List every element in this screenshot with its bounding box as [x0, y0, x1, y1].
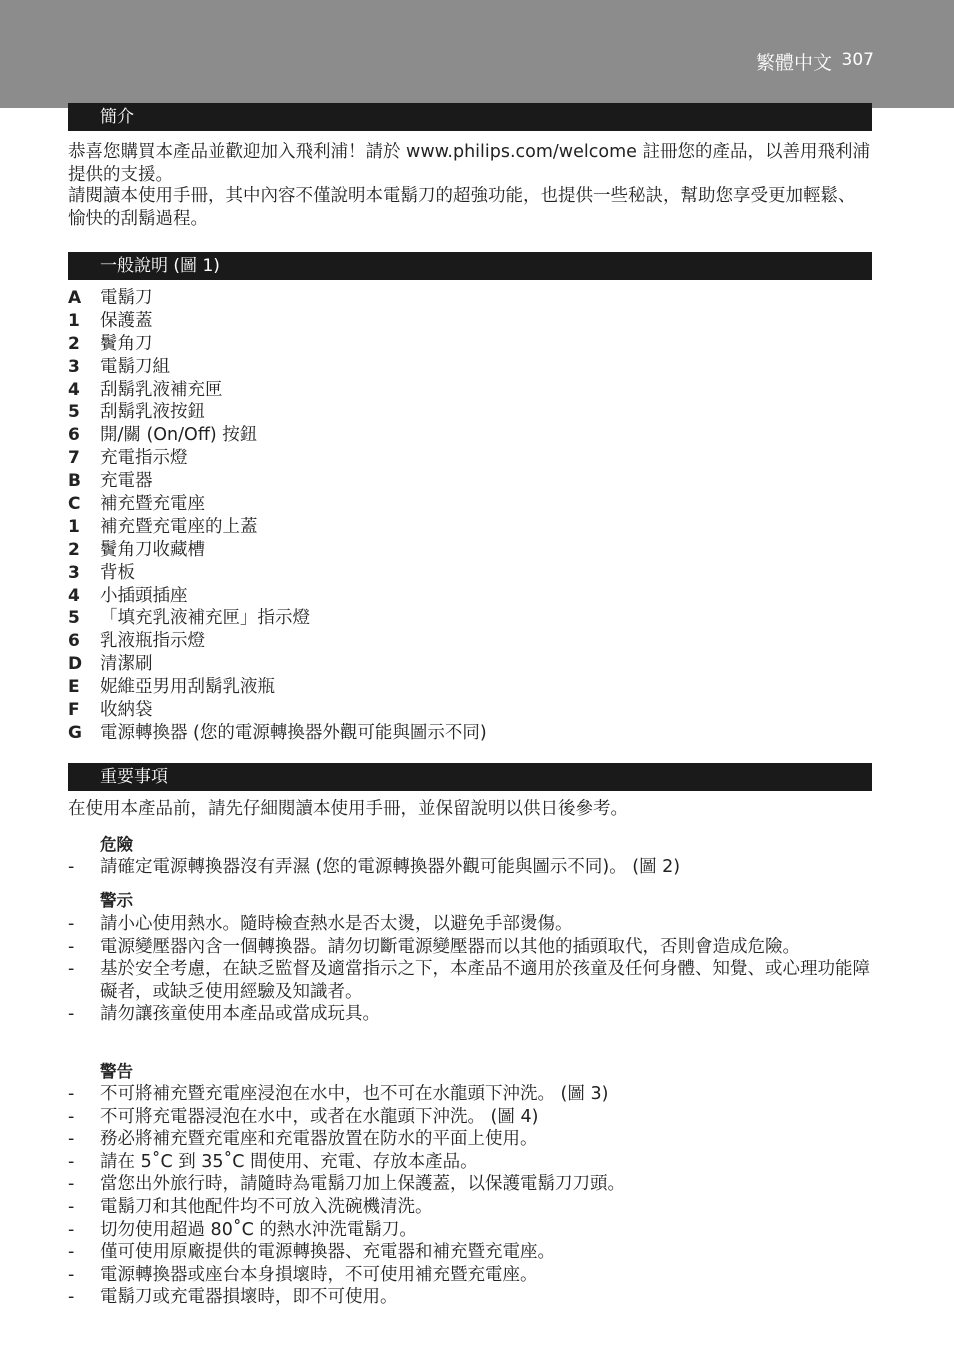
list-item-text: 妮維亞男用刮鬍乳液瓶: [100, 677, 275, 698]
list-item-text: 鬢角刀收藏槽: [100, 539, 205, 560]
bullet-item: [68, 856, 872, 879]
bullet-item: [68, 1106, 872, 1129]
list-item-key: 7: [68, 448, 80, 469]
danger-list: [68, 856, 872, 879]
bullet-text: 當您出外旅行時，請隨時為電鬍刀加上保護蓋，以保護電鬍刀刀頭。: [100, 1174, 625, 1195]
bullet-text: 電鬍刀或充電器損壞時，即不可使用。: [100, 1287, 398, 1308]
list-item-text: 電鬍刀: [100, 288, 153, 308]
bullet-text: 務必將補充暨充電座和充電器放置在防水的平面上使用。: [100, 1129, 538, 1150]
list-item-key: A: [68, 288, 82, 308]
list-item-key: 1: [68, 516, 80, 537]
bullet-text: 不可將充電器浸泡在水中，或者在水龍頭下沖洗。 (圖 4): [100, 1106, 539, 1127]
list-item-text: 開/關 (On/Off) 按鈕: [100, 425, 258, 446]
list-item: [68, 653, 487, 676]
list-item-key: 4: [68, 585, 80, 606]
bullet-item: [68, 1128, 872, 1151]
bullet-item: [68, 1241, 872, 1264]
bullet-text: 請小心使用熱水。隨時檢查熱水是否太燙，以避免手部燙傷。: [100, 914, 573, 934]
list-item-key: 3: [68, 356, 80, 377]
caution-heading: 警告: [100, 1062, 133, 1081]
list-item: [68, 630, 487, 653]
list-item: [68, 424, 487, 447]
bullet-item: [68, 1196, 872, 1219]
bullet-text: 僅可使用原廠提供的電源轉換器、充電器和補充暨充電座。: [100, 1242, 555, 1263]
bullet-dash: -: [68, 857, 75, 877]
list-item: [68, 333, 487, 356]
bullet-dash: -: [68, 1219, 75, 1240]
bullet-dash: -: [68, 1264, 75, 1285]
list-item-text: 充電指示燈: [100, 448, 188, 469]
bullet-text: 切勿使用超過 80˚C 的熱水沖洗電鬍刀。: [100, 1219, 417, 1240]
bullet-item: [68, 936, 872, 959]
bullet-text: 基於安全考慮，在缺乏監督及適當指示之下，本產品不適用於孩童及任何身體、知覺、或心理功能障礙者，或缺乏使用經驗及知識者。: [100, 959, 870, 1002]
bullet-dash: -: [68, 936, 75, 957]
bullet-dash: -: [68, 1106, 75, 1127]
list-item: [68, 676, 487, 699]
bullet-text: 請確定電源轉換器沒有弄濕 (您的電源轉換器外觀可能與圖示不同)。 (圖 2): [100, 857, 681, 877]
bullet-dash: -: [68, 1287, 75, 1308]
list-item: [68, 356, 487, 379]
bullet-text: 電鬍刀和其他配件均不可放入洗碗機清洗。: [100, 1196, 433, 1217]
list-item: [68, 699, 487, 722]
list-item-text: 電源轉換器 (您的電源轉換器外觀可能與圖示不同): [100, 722, 487, 743]
list-item-key: G: [68, 722, 82, 743]
bullet-item: [68, 1083, 872, 1106]
bullet-text: 電源變壓器內含一個轉換器。請勿切斷電源變壓器而以其他的插頭取代，否則會造成危險。: [100, 936, 800, 957]
list-item-text: 刮鬍乳液補充匣: [100, 379, 223, 400]
bullet-dash: -: [68, 914, 75, 934]
bullet-item: [68, 958, 872, 1003]
list-item-text: 補充暨充電座: [100, 494, 205, 515]
bullet-dash: -: [68, 959, 75, 980]
bullet-item: [68, 1286, 872, 1309]
danger-heading: 危險: [100, 835, 133, 854]
list-item-key: 2: [68, 539, 80, 560]
list-item: [68, 722, 487, 745]
list-item-text: 補充暨充電座的上蓋: [100, 516, 258, 537]
bullet-dash: -: [68, 1242, 75, 1263]
list-item-text: 清潔刷: [100, 654, 153, 675]
list-item-text: 小插頭插座: [100, 585, 188, 606]
bullet-dash: -: [68, 1174, 75, 1195]
bullet-dash: -: [68, 1196, 75, 1217]
warning-list: [68, 913, 872, 1026]
bullet-text: 請在 5˚C 到 35˚C 間使用、充電、存放本產品。: [100, 1151, 478, 1172]
list-item-text: 鬢角刀: [100, 333, 153, 354]
bullet-dash: -: [68, 1004, 75, 1025]
important-intro: 在使用本產品前，請先仔細閱讀本使用手冊，並保留說明以供日後參考。: [68, 799, 628, 819]
list-item: [68, 562, 487, 585]
bullet-item: [68, 1003, 872, 1026]
list-item-key: C: [68, 494, 81, 515]
bullet-text: 請勿讓孩童使用本產品或當成玩具。: [100, 1004, 380, 1025]
caution-list: [68, 1083, 872, 1309]
list-item-key: 5: [68, 402, 80, 423]
list-item: [68, 287, 487, 310]
list-item: [68, 516, 487, 539]
section-title-intro: 簡介: [68, 103, 872, 131]
list-item: [68, 310, 487, 333]
list-item: [68, 379, 487, 402]
bullet-dash: -: [68, 1084, 75, 1104]
list-item: [68, 493, 487, 516]
list-item-key: B: [68, 471, 81, 492]
page-header: [0, 0, 954, 108]
list-item-text: 刮鬍乳液按鈕: [100, 402, 205, 423]
bullet-text: 電源轉換器或座台本身損壞時，不可使用補充暨充電座。: [100, 1264, 538, 1285]
list-item-key: 4: [68, 379, 80, 400]
list-item-key: D: [68, 654, 83, 675]
bullet-item: [68, 1151, 872, 1174]
section-title-general: 一般說明 (圖 1): [68, 252, 872, 280]
list-item-text: 保護蓋: [100, 310, 153, 331]
bullet-text: 不可將補充暨充電座浸泡在水中，也不可在水龍頭下沖洗。 (圖 3): [100, 1084, 609, 1104]
list-item: [68, 585, 487, 608]
list-item: [68, 539, 487, 562]
bullet-dash: -: [68, 1151, 75, 1172]
bullet-item: [68, 1264, 872, 1287]
list-item-key: 6: [68, 425, 80, 446]
list-item-key: E: [68, 677, 80, 698]
list-item: [68, 470, 487, 493]
list-item-key: 3: [68, 562, 80, 583]
list-item: [68, 401, 487, 424]
bullet-item: [68, 913, 872, 936]
list-item-text: 乳液瓶指示燈: [100, 631, 205, 652]
list-item-key: 2: [68, 333, 80, 354]
list-item-text: 「填充乳液補充匣」指示燈: [100, 608, 310, 629]
bullet-item: [68, 1173, 872, 1196]
list-item-key: 5: [68, 608, 80, 629]
list-item-key: F: [68, 700, 80, 721]
list-item-text: 電鬍刀組: [100, 356, 170, 377]
intro-paragraph-2: 請閱讀本使用手冊，其中內容不僅說明本電鬍刀的超強功能，也提供一些秘訣，幫助您享受更加輕鬆、愉快的刮鬍過程。: [68, 186, 856, 229]
list-item-key: 6: [68, 631, 80, 652]
list-item: [68, 607, 487, 630]
warning-heading: 警示: [100, 891, 133, 910]
list-item-text: 收納袋: [100, 700, 153, 721]
list-item-key: 1: [68, 310, 80, 331]
bullet-item: [68, 1219, 872, 1242]
page-number: 307: [841, 50, 874, 70]
list-item-text: 充電器: [100, 471, 153, 492]
header-language: 繁體中文: [755, 52, 832, 74]
intro-paragraph-1: 恭喜您購買本產品並歡迎加入飛利浦！請於 www.philips.com/welcome 註冊您的產品，以善用飛利浦提供的支援。: [68, 142, 870, 185]
list-item: [68, 447, 487, 470]
parts-list: [68, 287, 487, 745]
section-title-important: 重要事項: [68, 763, 872, 791]
list-item-text: 背板: [100, 562, 135, 583]
bullet-dash: -: [68, 1129, 75, 1150]
